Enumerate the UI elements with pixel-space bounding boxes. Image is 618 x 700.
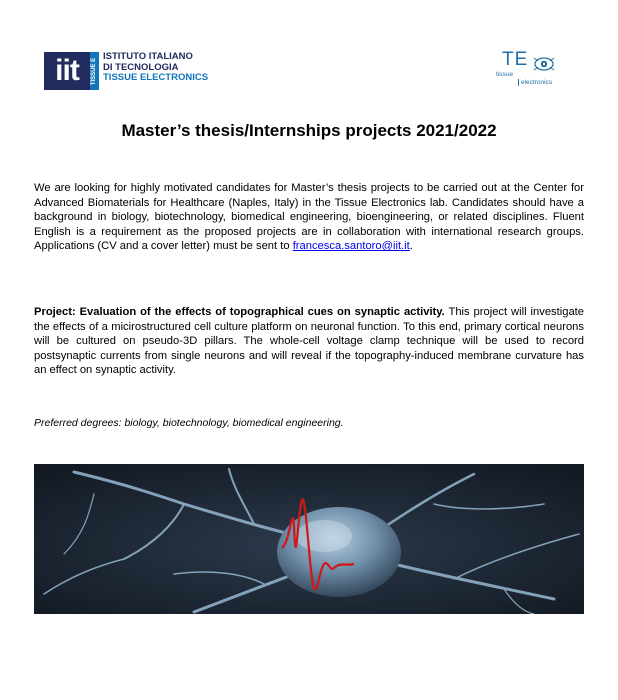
iit-line-1: ISTITUTO ITALIANO	[103, 51, 193, 62]
neuron-illustration	[34, 464, 584, 614]
project-heading: Project: Evaluation of the effects of topographical cues on synaptic activity.	[34, 306, 445, 318]
neuron-sem-image	[34, 464, 584, 614]
iit-line-2: DI TECNOLOGIA	[103, 61, 179, 73]
project-paragraph	[34, 305, 584, 378]
te-sub-electronics: electronics	[518, 79, 552, 86]
page-title: Master’s thesis/Internships projects 2021/2022	[121, 121, 497, 140]
te-sub-tissue: tissue	[496, 71, 513, 78]
iit-mark: iit	[44, 52, 90, 90]
iit-wordmark	[103, 52, 208, 84]
project-text: This project will investigate the effects of a micirostructured cell culture platform on neuronal function. To this end, primary cortical neurons will be cultured on pseudo-3D pillars. The whole-cell voltage clamp technique will be used to record postsynaptic currents from single neurons and will reveal if the topography-induced membrane curvature has an effect on synaptic activity.	[34, 306, 585, 377]
email-link[interactable]: francesca.santoro@iit.it	[292, 240, 410, 253]
iit-strip: TISSUE E	[90, 52, 99, 90]
preferred-degrees: Preferred degrees: biology, biotechnology, biomedical engineering.	[34, 417, 344, 429]
intro-text: We are looking for highly motivated candidates for Master’s thesis projects to be carried out at the Center for Advanced Biomaterials for Healthcare (Naples, Italy) in the Tissue Electronics lab. Candidates should have a background in biology, biotechnology, biomedical engineering, bioengineering, or related disciplines. Fluent English is a requirement as the proposed projects are in collaboration with international research groups. Applications (CV and a cover letter) must be sent to	[34, 182, 584, 253]
iit-line-3: TISSUE ELECTRONICS	[103, 72, 209, 83]
te-letters: TE	[502, 49, 529, 70]
iit-logo	[44, 52, 208, 90]
eye-icon	[533, 55, 555, 73]
intro-end: .	[409, 240, 413, 253]
te-logo	[496, 50, 560, 90]
intro-paragraph	[34, 181, 584, 254]
